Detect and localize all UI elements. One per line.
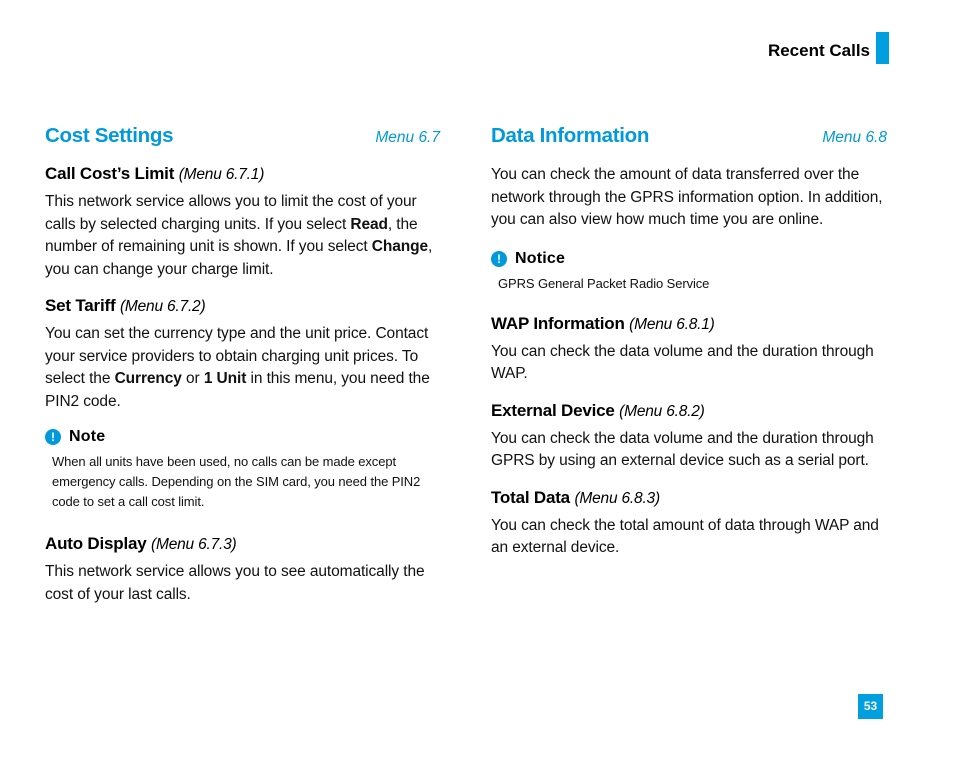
subheading-title: Auto Display xyxy=(45,534,147,553)
bold-term: Read xyxy=(350,215,388,233)
text: in this menu, you need the PIN2 code. xyxy=(45,370,430,410)
section-header-cost-settings xyxy=(45,124,440,148)
text: You can set the currency type and the unit price. Contact your service providers to obtain charging unit prices. To select the xyxy=(45,325,429,387)
note-header xyxy=(45,428,440,446)
exclamation-circle-icon: ! xyxy=(45,429,61,445)
subheading-menu-ref: (Menu 6.7.2) xyxy=(119,298,206,315)
note-text: When all units have been used, no calls can be made except emergency calls. Depending on the SIM card, you need the PIN2 code to set a call cost limit. xyxy=(52,454,421,509)
paragraph-external-device: You can check the data volume and the duration through GPRS by using an external device such as a serial port. xyxy=(491,429,874,469)
paragraph-wap-information: You can check the data volume and the duration through WAP. xyxy=(491,342,874,382)
section-title: Data Information xyxy=(491,124,650,147)
notice-header xyxy=(491,250,887,268)
notice-label: Notice xyxy=(515,249,566,267)
section-menu-ref: Menu 6.8 xyxy=(822,129,887,146)
subheading-title: WAP Information xyxy=(491,313,625,333)
subheading-menu-ref: (Menu 6.8.1) xyxy=(629,315,715,333)
subheading-menu-ref: (Menu 6.8.2) xyxy=(619,402,705,420)
section-title: Cost Settings xyxy=(45,124,174,147)
section-header-data-information xyxy=(491,124,887,148)
paragraph-call-cost-limit xyxy=(45,191,440,281)
note-label: Note xyxy=(69,428,106,445)
subheading-total-data xyxy=(491,488,887,508)
text: , you can change your charge limit. xyxy=(45,238,433,278)
subheading-menu-ref: (Menu 6.8.3) xyxy=(574,489,660,507)
subheading-title: Total Data xyxy=(491,487,570,507)
subheading-auto-display xyxy=(45,534,440,554)
text: , the number of remaining unit is shown. If you select xyxy=(45,215,418,255)
subheading-set-tariff xyxy=(45,296,440,316)
text: or xyxy=(181,370,204,387)
section-menu-ref: Menu 6.7 xyxy=(375,129,440,146)
text: This network service allows you to limit the cost of your calls by selected charging units. If you select xyxy=(45,193,417,233)
header-accent-bar xyxy=(876,32,889,64)
subheading-wap-information xyxy=(491,314,887,334)
paragraph-set-tariff xyxy=(45,323,440,413)
bold-term: 1 Unit xyxy=(203,370,247,387)
column-left xyxy=(45,124,440,606)
paragraph-data-intro: You can check the amount of data transferred over the network through the GPRS information option. In addition, you can also view how much time you are online. xyxy=(491,166,883,228)
bold-term: Change xyxy=(371,238,429,255)
subheading-title: Set Tariff xyxy=(45,296,116,315)
subheading-menu-ref: (Menu 6.7.1) xyxy=(178,166,265,183)
subheading-title: External Device xyxy=(491,400,615,420)
subheading-call-cost-limit xyxy=(45,164,440,184)
paragraph-auto-display: This network service allows you to see automatically the cost of your last calls. xyxy=(45,563,425,603)
column-right xyxy=(491,124,887,560)
subheading-external-device xyxy=(491,401,887,421)
bold-term: Currency xyxy=(114,370,182,387)
subheading-menu-ref: (Menu 6.7.3) xyxy=(151,536,237,553)
paragraph-total-data: You can check the total amount of data through WAP and an external device. xyxy=(491,516,879,556)
page-number: 53 xyxy=(858,694,883,719)
subheading-title: Call Cost’s Limit xyxy=(45,164,175,183)
header-title: Recent Calls xyxy=(767,41,870,60)
exclamation-circle-icon: ! xyxy=(491,251,507,267)
notice-text: GPRS General Packet Radio Service xyxy=(498,275,710,291)
